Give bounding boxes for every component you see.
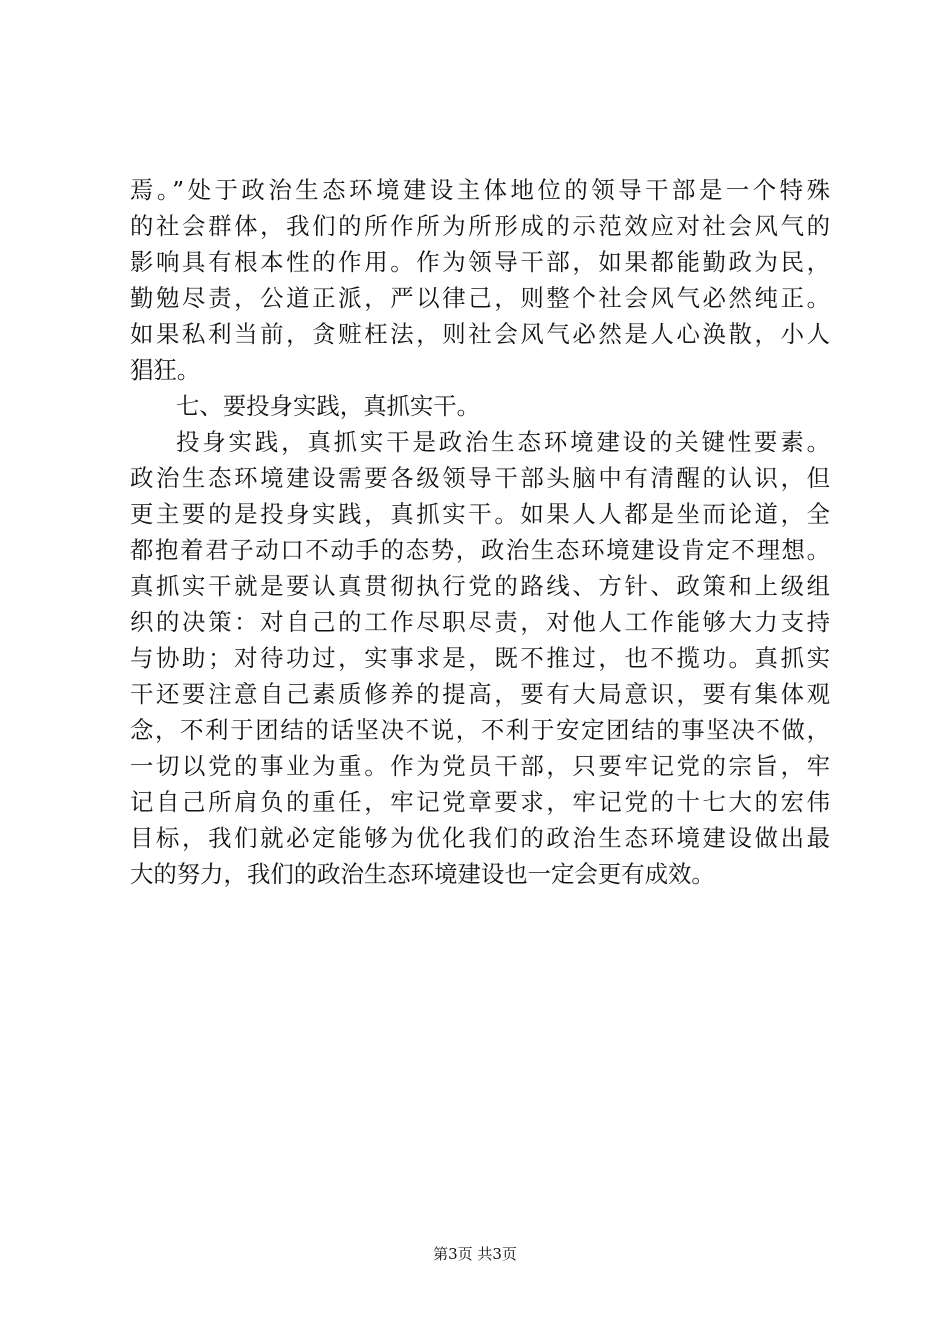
text-line: 投身实践，真抓实干是政治生态环境建设的关键性要素。 (176, 428, 830, 456)
text-line: 大的努力，我们的政治生态环境建设也一定会更有成效。 (130, 860, 715, 888)
text-line: 都抱着君子动口不动手的态势，政治生态环境建设肯定不理想。 (130, 536, 830, 564)
page-number-footer: 第3页 共3页 (433, 1245, 517, 1263)
text-line: 猖狂。 (130, 356, 201, 384)
text-line: 织的决策：对自己的工作尽职尽责，对他人工作能够大力支持 (130, 608, 830, 636)
heading-line: 七、要投身实践，真抓实干。 (176, 392, 481, 420)
text-line: 焉。”处于政治生态环境建设主体地位的领导干部是一个特殊 (130, 176, 830, 204)
text-line: 政治生态环境建设需要各级领导干部头脑中有清醒的认识，但 (130, 464, 830, 492)
body-text (130, 172, 830, 892)
text-line: 如果私利当前，贪赃枉法，则社会风气必然是人心涣散，小人 (130, 320, 830, 348)
text-line: 影响具有根本性的作用。作为领导干部，如果都能勤政为民， (130, 248, 830, 276)
text-line: 念，不利于团结的话坚决不说，不利于安定团结的事坚决不做， (130, 716, 830, 744)
text-line: 干还要注意自己素质修养的提高，要有大局意识，要有集体观 (130, 680, 830, 708)
text-line: 的社会群体，我们的所作所为所形成的示范效应对社会风气的 (130, 212, 830, 240)
text-line: 更主要的是投身实践，真抓实干。如果人人都是坐而论道，全 (130, 500, 830, 528)
paragraph-2 (130, 424, 830, 892)
paragraph-1 (130, 172, 830, 388)
text-line: 一切以党的事业为重。作为党员干部，只要牢记党的宗旨，牢 (130, 752, 830, 780)
text-line: 目标，我们就必定能够为优化我们的政治生态环境建设做出最 (130, 824, 830, 852)
text-line: 真抓实干就是要认真贯彻执行党的路线、方针、政策和上级组 (130, 572, 830, 600)
section-heading (130, 388, 830, 424)
text-line: 勤勉尽责，公道正派，严以律己，则整个社会风气必然纯正。 (130, 284, 830, 312)
text-line: 与协助；对待功过，实事求是，既不推过，也不揽功。真抓实 (130, 644, 830, 672)
text-line: 记自己所肩负的重任，牢记党章要求，牢记党的十七大的宏伟 (130, 788, 830, 816)
